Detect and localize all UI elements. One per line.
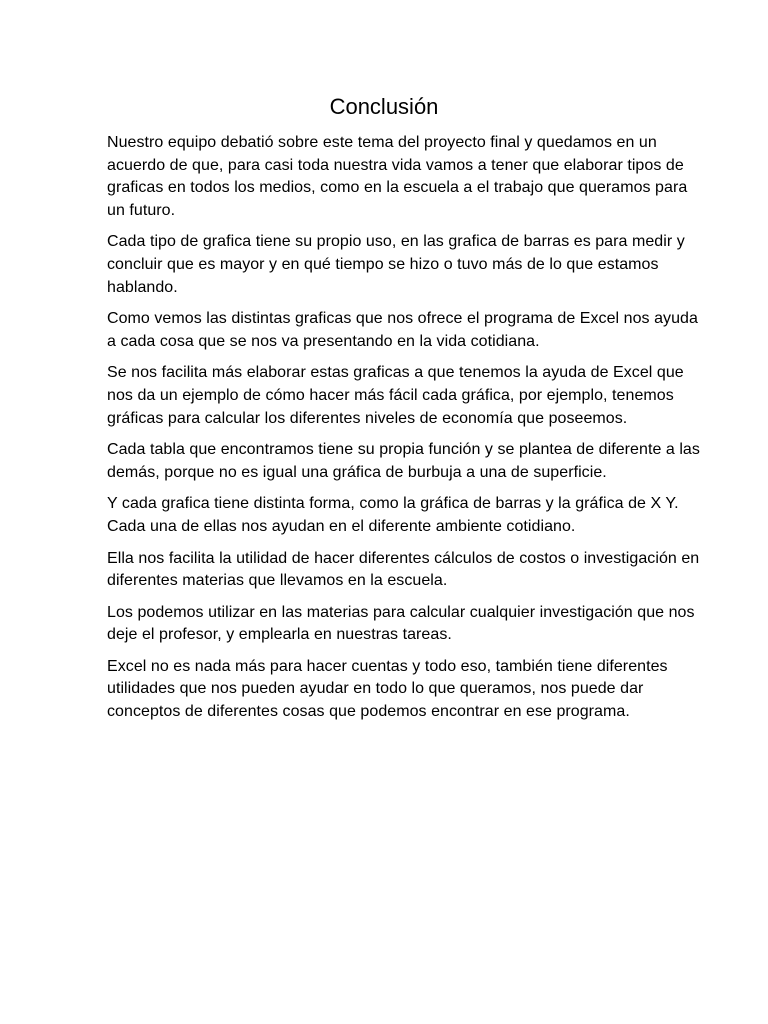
paragraph: Cada tipo de grafica tiene su propio uso, en las grafica de barras es para medir y concluir que es mayor y en qué tiempo se hizo o tuvo más de lo que estamos hablando. — [107, 233, 685, 296]
paragraph: Y cada grafica tiene distinta forma, como la gráfica de barras y la gráfica de X Y. Cada una de ellas nos ayudan en el diferente ambiente cotidiano. — [107, 495, 679, 535]
document-title: Conclusión — [329, 94, 439, 119]
paragraph: Excel no es nada más para hacer cuentas y todo eso, también tiene diferentes utilidades que nos pueden ayudar en todo lo que queramos, nos puede dar conceptos de diferentes cosas que podemos encontrar en ese programa. — [107, 657, 668, 721]
paragraph: Ella nos facilita la utilidad de hacer diferentes cálculos de costos o investigación en diferentes materias que llevamos en la escuela. — [107, 549, 700, 590]
paragraph: Cada tabla que encontramos tiene su propia función y se plantea de diferente a las demás, porque no es igual una gráfica de burbuja a una de superficie. — [107, 441, 700, 481]
paragraph: Los podemos utilizar en las materias para calcular cualquier investigación que nos deje el profesor, y emplearla en nuestras tareas. — [107, 603, 695, 644]
paragraph: Como vemos las distintas graficas que nos ofrece el programa de Excel nos ayuda a cada cosa que se nos va presentando en la vida cotidiana. — [107, 310, 698, 350]
document-body — [107, 132, 707, 733]
paragraph: Nuestro equipo debatió sobre este tema del proyecto final y quedamos en un acuerdo de que, para casi toda nuestra vida vamos a tener que elaborar tipos de graficas en todos los medios, como en la escuela a el trabajo que queramos para un futuro. — [107, 134, 688, 219]
paragraph: Se nos facilita más elaborar estas graficas a que tenemos la ayuda de Excel que nos da un ejemplo de cómo hacer más fácil cada gráfica, por ejemplo, tenemos gráficas para calcular los diferentes niveles de economía que poseemos. — [107, 364, 684, 427]
